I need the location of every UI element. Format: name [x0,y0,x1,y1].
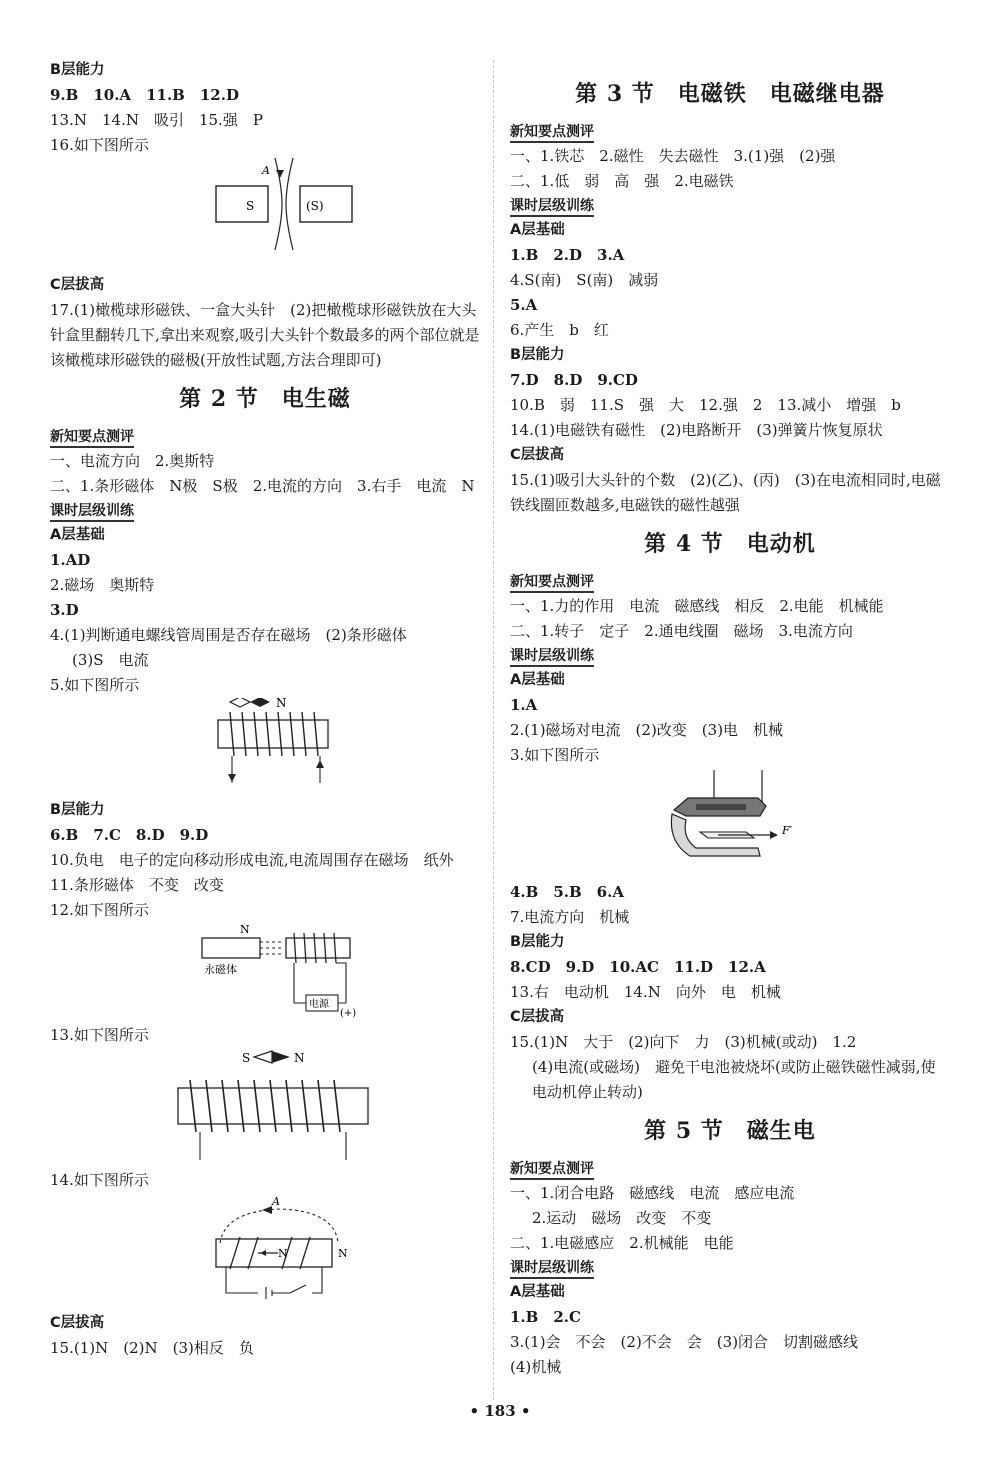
level-heading: B层能力 [50,62,105,78]
fig5-n-label: N [276,698,287,710]
answer-line: 2.运动 磁场 改变 不变 [532,1209,712,1227]
fig14-n1-label: N [278,1247,288,1260]
answer-line: 一、1.闭合电路 磁感线 电流 感应电流 [510,1184,795,1202]
fig12-power-label: 电源 [309,999,329,1010]
figure-14-drawing [50,1193,480,1311]
section-title: 第 2 节 电生磁 [179,386,351,412]
subsection-heading: 新知要点测评 [50,425,480,449]
fig13-n-label: N [294,1051,305,1065]
answer-line: 11.条形磁体 不变 改变 [50,876,224,894]
level-heading: A层基础 [50,527,105,543]
answer-line: 14.如下图所示 [50,1171,149,1189]
figure-3-motor [510,768,950,880]
answer-line: 二、1.电磁感应 2.机械能 电能 [510,1234,734,1252]
left-column [50,58,480,1361]
answer-line: 9.B 10.A 11.B 12.D [50,86,239,104]
level-heading: C层拔高 [510,1009,565,1025]
answer-line: 7.电流方向 机械 [510,908,630,926]
answer-line: 13.N 14.N 吸引 15.强 P [50,111,263,129]
right-column [510,58,950,1380]
answer-line: 15.(1)N (2)N (3)相反 负 [50,1339,254,1357]
answer-line: (3)S 电流 [72,651,149,669]
fig16-a-label: A [262,164,270,177]
figure-12 [50,923,480,1023]
column-divider [493,60,494,1400]
answer-paragraph: 15.(1)吸引大头针的个数 (2)(乙)、(丙) (3)在电流相同时,电磁铁线圈匝数越多,电磁铁的磁性越强 [510,471,941,514]
figure-14 [50,1193,480,1311]
section-title: 第 3 节 电磁铁 电磁继电器 [575,81,885,107]
answer-line: 一、电流方向 2.奥斯特 [50,452,215,470]
answer-line: 5.如下图所示 [50,676,140,694]
answer-line: 15.(1)N 大于 (2)向下 力 (3)机械(或动) 1.2 [510,1033,857,1051]
answer-line: 13.右 电动机 14.N 向外 电 机械 [510,983,781,1001]
figure-12-drawing [50,923,480,1023]
answer-line: 1.A [510,696,538,714]
level-heading: B层能力 [510,347,565,363]
answer-line: 3.如下图所示 [510,746,600,764]
answer-line: 2.磁场 奥斯特 [50,576,155,594]
answer-line: 1.B 2.D 3.A [510,246,625,264]
page-number: • 183 • [469,1402,531,1420]
answer-line: 4.S(南) S(南) 减弱 [510,271,659,289]
answer-line: 3.(1)会 不会 (2)不会 会 (3)闭合 切割磁感线 [510,1333,859,1351]
answer-line: 1.B 2.C [510,1308,581,1326]
subsection-heading: 课时层级训练 [510,1256,950,1280]
fig16-s-label: S [246,199,255,213]
level-heading: B层能力 [50,802,105,818]
fig16-s2-label: (S) [306,199,324,213]
answer-line: 14.(1)电磁铁有磁性 (2)电路断开 (3)弹簧片恢复原状 [510,421,883,439]
figure-13-drawing [50,1048,480,1168]
answer-line: 7.D 8.D 9.CD [510,371,638,389]
answer-line: 一、1.力的作用 电流 磁感线 相反 2.电能 机械能 [510,597,884,615]
level-heading: A层基础 [510,222,565,238]
fig13-s-label: S [242,1051,251,1065]
level-heading: C层拔高 [50,277,105,293]
answer-line: 10.负电 电子的定向移动形成电流,电流周围存在磁场 纸外 [50,851,454,869]
figure-16-drawing [50,158,480,273]
figure-5 [50,698,480,798]
subsection-heading: 课时层级训练 [510,194,950,218]
answer-line: 12.如下图所示 [50,901,149,919]
answer-paragraph: 17.(1)橄榄球形磁铁、一盒大头针 (2)把橄榄球形磁铁放在大头针盒里翻转几下,拿出来观察,吸引大头针个数最多的两个部位就是该橄榄球形磁铁的磁极(开放性试题,方法合理即可) [50,301,480,369]
subsection-heading: 课时层级训练 [50,499,480,523]
answer-line: 4.(1)判断通电螺线管周围是否存在磁场 (2)条形磁体 [50,626,407,644]
section-title: 第 4 节 电动机 [644,531,816,557]
answer-paragraph: (4)电流(或磁场) 避免干电池被烧坏(或防止磁铁磁性减弱,使电动机停止转动) [532,1058,936,1101]
level-heading: C层拔高 [510,447,565,463]
answer-line: 2.(1)磁场对电流 (2)改变 (3)电 机械 [510,721,784,739]
fig3-f-label: F′ [782,824,793,837]
answer-line: 13.如下图所示 [50,1026,149,1044]
answer-line: 4.B 5.B 6.A [510,883,624,901]
level-heading: C层拔高 [50,1315,105,1331]
answer-line: 3.D [50,601,79,619]
fig14-n2-label: N [338,1247,348,1260]
fig12-n-label: N [240,923,250,936]
answer-line: 二、1.转子 定子 2.通电线圈 磁场 3.电流方向 [510,622,853,640]
answer-line: 二、1.条形磁体 N极 S极 2.电流的方向 3.右手 电流 N [50,477,475,495]
subsection-heading: 课时层级训练 [510,644,950,668]
figure-16 [50,158,480,273]
answer-line: 5.A [510,296,538,314]
answer-line: 二、1.低 弱 高 强 2.电磁铁 [510,172,734,190]
answer-line: 10.B 弱 11.S 强 大 12.强 2 13.减小 增强 b [510,396,901,414]
answer-line: 6.产生 b 红 [510,321,609,339]
answer-line: 16.如下图所示 [50,136,149,154]
fig12-magnet-label: 永磁体 [204,963,237,976]
answer-line: 1.AD [50,551,91,569]
answer-line: 8.CD 9.D 10.AC 11.D 12.A [510,958,766,976]
subsection-heading: 新知要点测评 [510,1157,950,1181]
answer-line: 一、1.铁芯 2.磁性 失去磁性 3.(1)强 (2)强 [510,147,836,165]
level-heading: A层基础 [510,1284,565,1300]
fig12-plus-label: (+) [340,1008,357,1019]
figure-13 [50,1048,480,1168]
figure-5-drawing [50,698,480,798]
level-heading: B层能力 [510,934,565,950]
section-title: 第 5 节 磁生电 [644,1118,816,1144]
figure-3-drawing [510,768,950,880]
fig14-a-label: A [272,1195,280,1208]
subsection-heading: 新知要点测评 [510,120,950,144]
level-heading: A层基础 [510,672,565,688]
answer-line: (4)机械 [510,1358,562,1376]
answer-line: 6.B 7.C 8.D 9.D [50,826,209,844]
subsection-heading: 新知要点测评 [510,570,950,594]
